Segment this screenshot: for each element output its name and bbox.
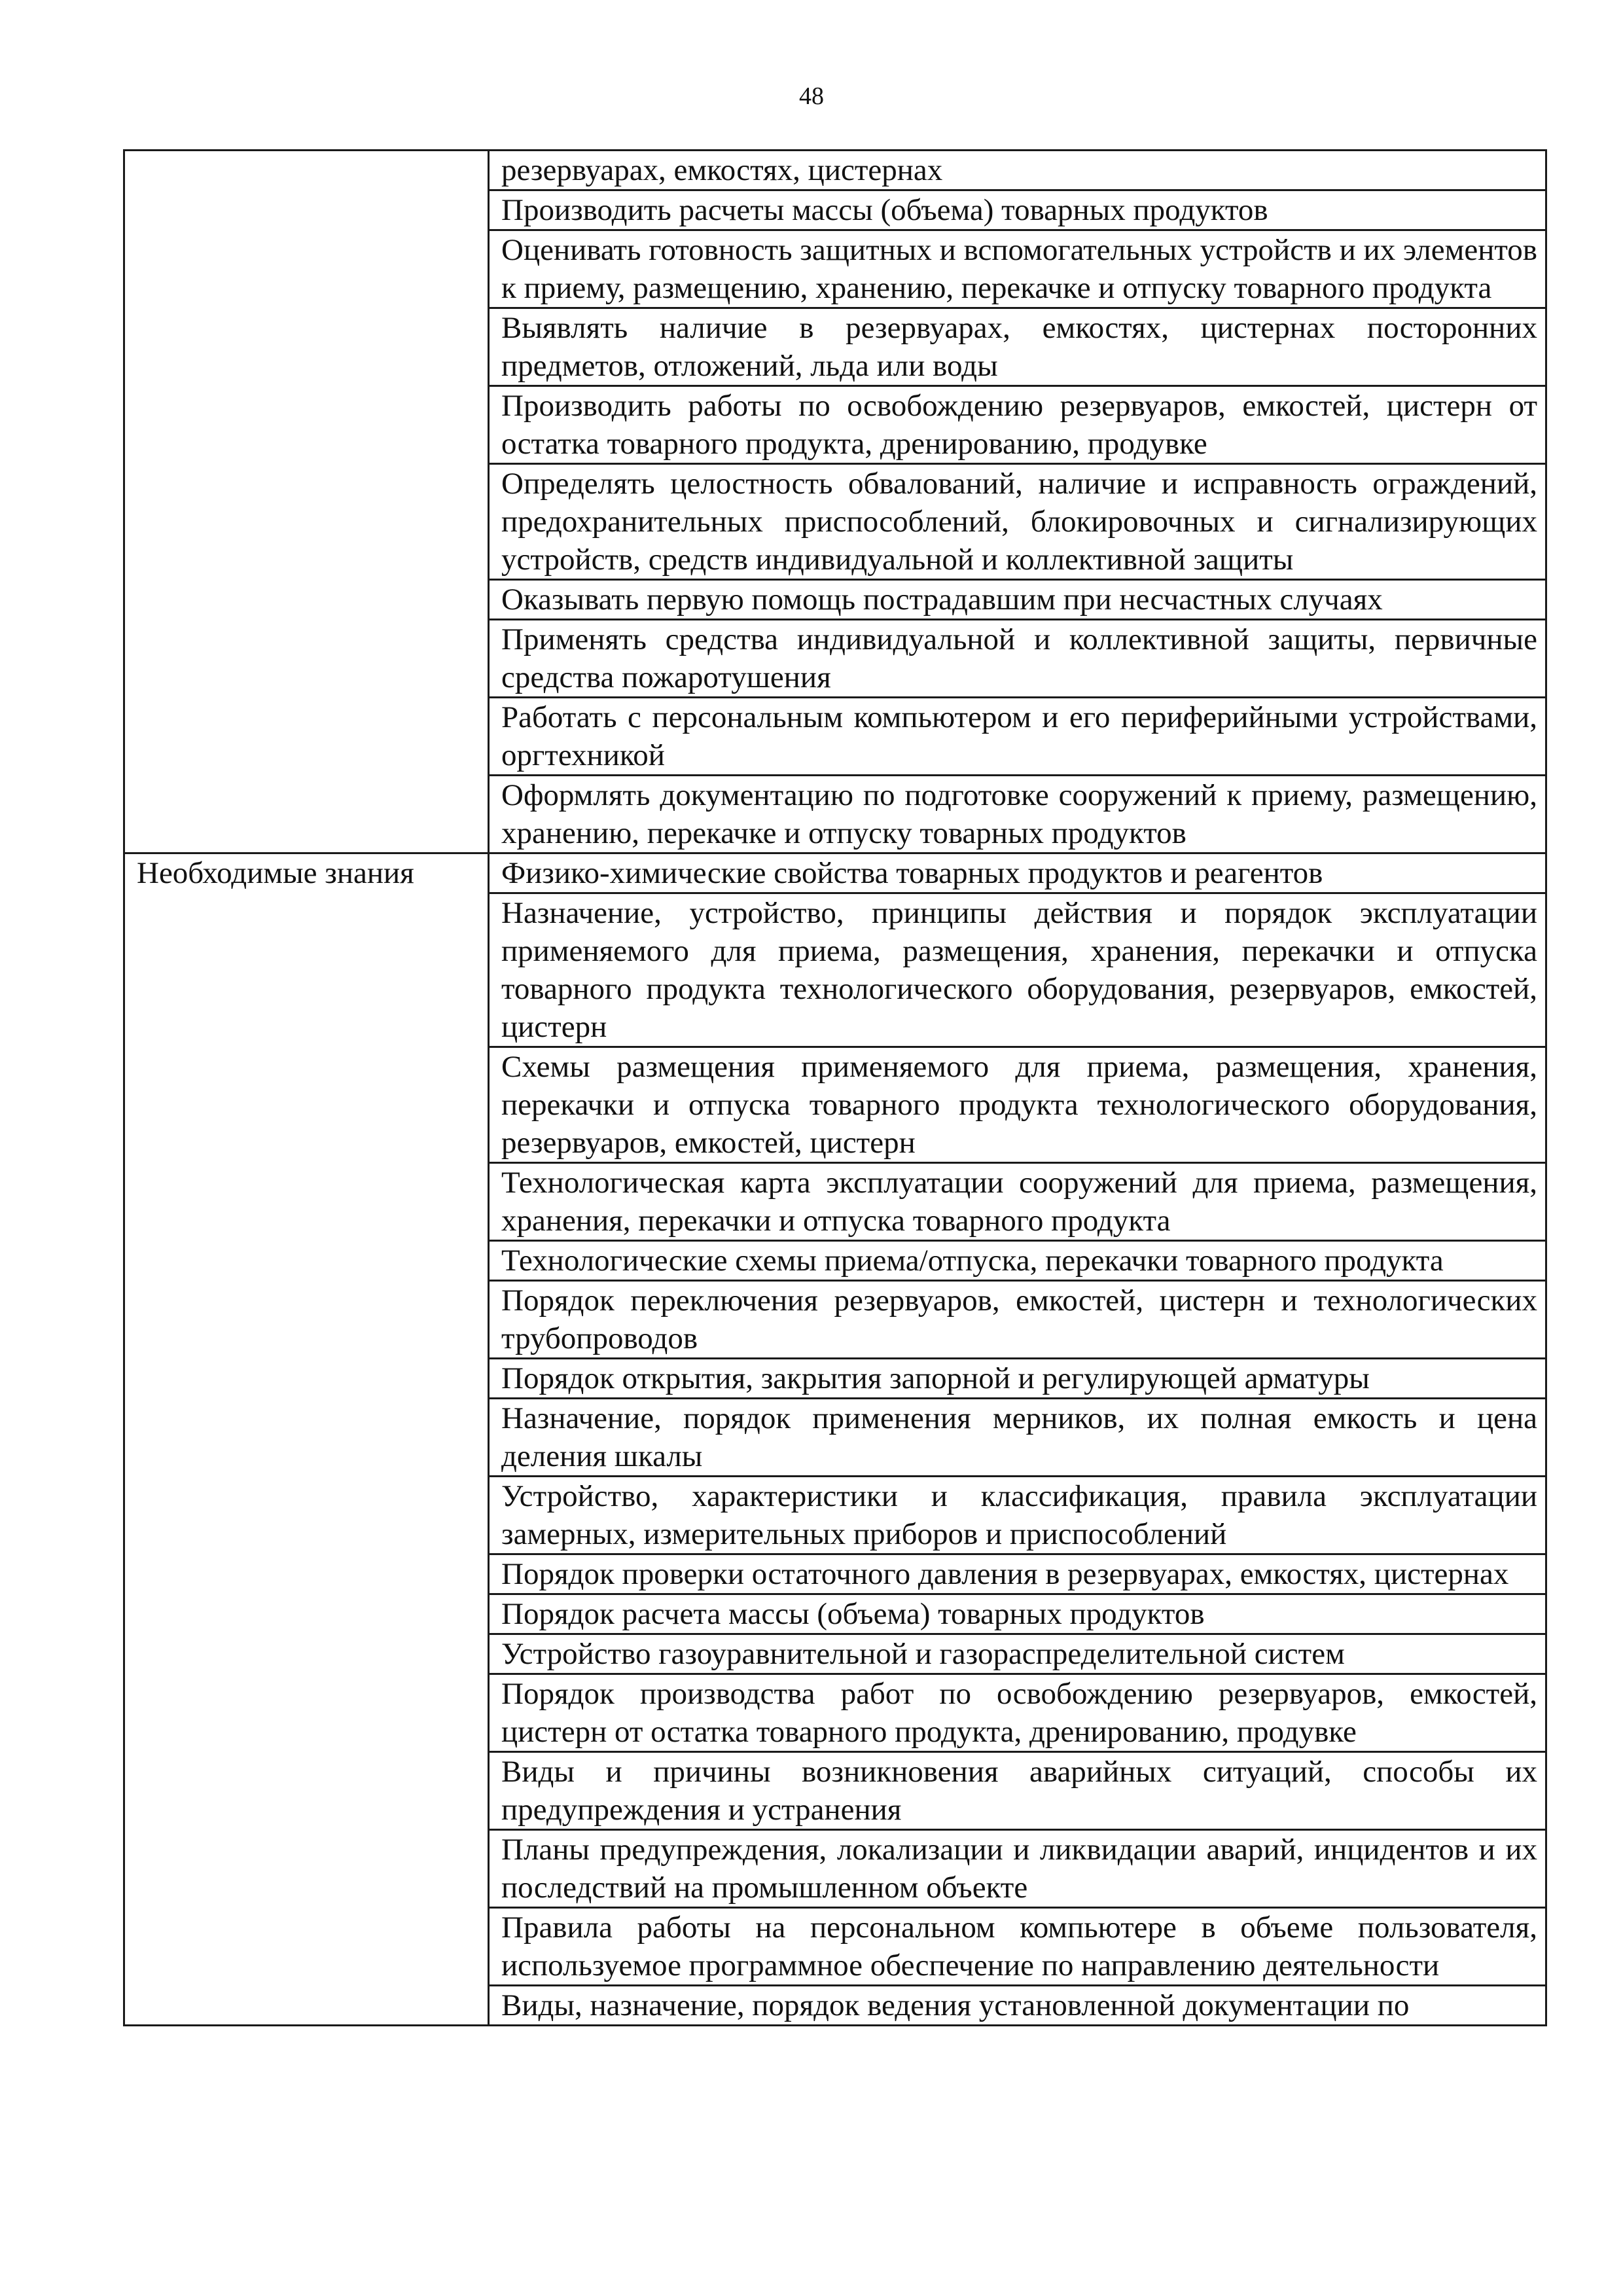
requirement-item: Порядок расчета массы (объема) товарных продуктов [489, 1594, 1546, 1634]
requirement-item: Схемы размещения применяемого для приема, размещения, хранения, перекачки и отпуска товарного продукта технологического оборудования, резервуаров, емкостей, цистерн [489, 1047, 1546, 1163]
section-label-cell [124, 151, 489, 853]
requirement-item: Оценивать готовность защитных и вспомогательных устройств и их элементов к приему, размещению, хранению, перекачке и отпуску товарного продукта [489, 230, 1546, 308]
requirement-item: Устройство, характеристики и классификация, правила эксплуатации замерных, измерительных приборов и приспособлений [489, 1477, 1546, 1554]
requirement-item: Порядок переключения резервуаров, емкостей, цистерн и технологических трубопроводов [489, 1281, 1546, 1359]
table-row [124, 151, 1546, 190]
requirement-item: Планы предупреждения, локализации и ликвидации аварий, инцидентов и их последствий на промышленном объекте [489, 1830, 1546, 1908]
requirement-item: Порядок проверки остаточного давления в резервуарах, емкостях, цистернах [489, 1554, 1546, 1594]
requirement-item: Виды и причины возникновения аварийных ситуаций, способы их предупреждения и устранения [489, 1752, 1546, 1830]
requirement-item: Порядок производства работ по освобождению резервуаров, емкостей, цистерн от остатка товарного продукта, дренированию, продувке [489, 1674, 1546, 1752]
requirements-table [123, 149, 1547, 2026]
requirement-item: Назначение, устройство, принципы действия и порядок эксплуатации применяемого для приема, размещения, хранения, перекачки и отпуска товарного продукта технологического оборудования, резервуаров, емкостей, цистерн [489, 893, 1546, 1047]
table-row [124, 853, 1546, 893]
section-label-cell [124, 853, 489, 2026]
requirement-item: Правила работы на персональном компьютере в объеме пользователя, используемое программное обеспечение по направлению деятельности [489, 1908, 1546, 1986]
requirement-item: Работать с персональным компьютером и его периферийными устройствами, оргтехникой [489, 698, 1546, 776]
requirement-item: Производить работы по освобождению резервуаров, емкостей, цистерн от остатка товарного продукта, дренированию, продувке [489, 386, 1546, 464]
requirement-item: Физико-химические свойства товарных продуктов и реагентов [489, 853, 1546, 893]
requirement-item: Оформлять документацию по подготовке сооружений к приему, размещению, хранению, перекачке и отпуску товарных продуктов [489, 776, 1546, 853]
requirement-item: Оказывать первую помощь пострадавшим при несчастных случаях [489, 580, 1546, 620]
requirement-item: Технологическая карта эксплуатации сооружений для приема, размещения, хранения, перекачки и отпуска товарного продукта [489, 1163, 1546, 1241]
requirement-item: Технологические схемы приема/отпуска, перекачки товарного продукта [489, 1241, 1546, 1281]
requirement-item: Виды, назначение, порядок ведения установленной документации по [489, 1986, 1546, 2026]
page-number: 48 [799, 82, 824, 110]
requirement-item: Применять средства индивидуальной и коллективной защиты, первичные средства пожаротушения [489, 620, 1546, 698]
requirement-item: Порядок открытия, закрытия запорной и регулирующей арматуры [489, 1359, 1546, 1399]
requirement-item: Производить расчеты массы (объема) товарных продуктов [489, 190, 1546, 230]
requirement-item: Выявлять наличие в резервуарах, емкостях, цистернах посторонних предметов, отложений, льда или воды [489, 308, 1546, 386]
requirement-item: резервуарах, емкостях, цистернах [489, 151, 1546, 190]
requirement-item: Устройство газоуравнительной и газораспределительной систем [489, 1634, 1546, 1674]
section-label: Необходимые знания [137, 856, 414, 890]
requirement-item: Определять целостность обвалований, наличие и исправность ограждений, предохранительных приспособлений, блокировочных и сигнализирующих устройств, средств индивидуальной и коллективной защиты [489, 464, 1546, 580]
requirement-item: Назначение, порядок применения мерников, их полная емкость и цена деления шкалы [489, 1399, 1546, 1477]
